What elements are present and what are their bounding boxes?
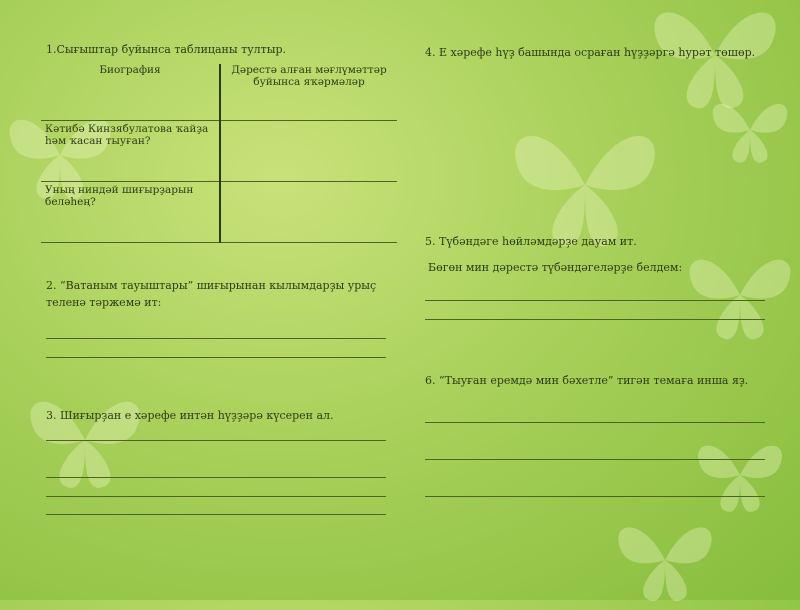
table-header-biography: Биография [41,64,220,121]
answer-line[interactable] [46,440,386,441]
answer-line[interactable] [425,459,765,460]
table-answer-cell[interactable] [220,121,397,182]
butterfly-icon [600,510,730,610]
butterfly-icon [680,240,800,350]
task6-text: 6. “Тыуған еремдә мин бәхетле” тигән темаға инша яҙ. [425,374,749,387]
table-row-question: Кәтибә Кинзябулатова ҡайҙа һәм ҡасан тыуған? [41,121,220,182]
answer-line[interactable] [425,319,765,320]
answer-line[interactable] [425,422,765,423]
task1-title: 1.Сығыштар буйынса таблицаны тултыр. [46,43,287,56]
answer-line[interactable] [425,300,765,301]
task3-text: 3. Шиғырҙан е хәрефе интән һүҙҙәрә күсерен ал. [46,409,334,422]
butterfly-icon [690,430,790,520]
answer-line[interactable] [46,496,386,497]
table-row [41,182,397,243]
biography-table [41,64,397,243]
answer-line[interactable] [425,496,765,497]
butterfly-icon [705,90,795,170]
task4-text: 4. Е хәрефе һүҙ башында осраған һүҙҙәргә һурәт төшөр. [425,46,756,59]
task5-prompt: Бөгөн мин дәрестә түбәндәгеләрҙе белдем: [428,261,683,274]
table-answer-cell[interactable] [220,182,397,243]
table-header-notes: Дәрестә алған мәғлүмәттәр буйынса яҡәрмәләр [220,64,397,121]
answer-line[interactable] [46,357,386,358]
table-row [41,121,397,182]
table-row-question: Уның ниндәй шиғырҙарын беләһең? [41,182,220,243]
answer-line[interactable] [46,514,386,515]
task2-text: 2. “Ватаным тауыштары” шиғырынан кылымдарҙы урыҫ теленә тәржемә ит: [46,279,377,310]
answer-line[interactable] [46,338,386,339]
task5-text: 5. Түбәндәге һөйләмдәрҙе дауам ит. [425,235,637,248]
answer-line[interactable] [46,477,386,478]
